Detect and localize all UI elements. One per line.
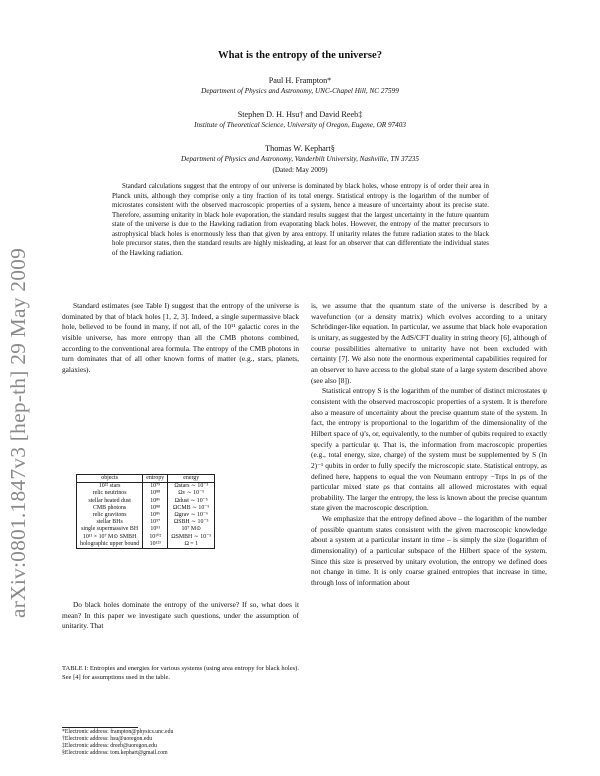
table-row xyxy=(77,505,215,512)
table-cell: 10⁷ M⊙ xyxy=(168,526,215,533)
abstract: Standard calculations suggest that the entropy of our universe is dominated by black holes, whose entropy is of order their area in Planck units, although they comprise only a tiny fraction of its total energy. Statistical entropy is the logarithm of the number of microstates consistent with the observed macroscopic properties of a system, hence a measure of uncertainty about its precise state. Therefore, assuming unitarity in black hole evaporation, the standard results suggest that the largest uncertainty in the future quantum state of the universe is due to the Hawking radiation from evaporating black holes. However, the entropy of the matter precursors to astrophysical black holes is enormously less than that given by area entropy. If unitarity relates the future radiation states to the black hole precursor states, then the standard results are highly misleading, at least for an observer that can differentiate the individual states of the Hawking radiation. xyxy=(112,183,489,257)
table-cell: ΩSMBH ∼ 10⁻⁵ xyxy=(168,534,215,541)
date-line: (Dated: May 2009) xyxy=(272,166,328,174)
emphasis-paragraph: We emphasize that the entropy defined above – the logarithm of the number of possible quantum states consistent with the given macroscopic knowledge about a system at a particular instant in time – is simply the size (logarithm of dimensionality) of a particular subspace of the Hilbert space of the system. Since this size is preserved by unitary evolution, the entropy we defined does not change in time. It is only coarse grained entropies that increase in time, through loss of information about xyxy=(311,514,547,588)
table-row xyxy=(77,526,215,533)
paper-title: What is the entropy of the universe? xyxy=(217,50,382,61)
intro-paragraph: Standard estimates (see Table I) suggest that the entropy of the universe is dominated by that of black holes [1, 2, 3]. Indeed, a single supermassive black hole, believed to be found in many, if not all, of the 10¹¹ galactic cores in the visible universe, has more entropy than all the CMB photons combined, according to the conventional area formula. The entropy of the CMB photons in turn dominates that of all other known forms of matter (e.g., stars, planets, galaxies). xyxy=(62,301,299,374)
right-column xyxy=(311,301,547,589)
table-cell: Ω = 1 xyxy=(168,541,215,549)
table-cell: 10⁸⁶ xyxy=(143,498,168,505)
table-row xyxy=(77,483,215,491)
table-cell: 10⁷⁹ xyxy=(143,483,168,491)
author-hsu-reeb: Stephen D. H. Hsu† and David Reeb‡ xyxy=(237,110,363,119)
table-row xyxy=(77,519,215,526)
author-kephart: Thomas W. Kephart§ xyxy=(265,144,335,153)
affiliation-unc: Department of Physics and Astronomy, UNC-Chapel Hill, NC 27599 xyxy=(201,87,399,95)
table-cell: Ωstars ∼ 10⁻³ xyxy=(168,483,215,491)
table-row xyxy=(77,512,215,519)
question-paragraph: Do black holes dominate the entropy of the universe? If so, what does it mean? In this paper we investigate such questions, under the assumption of unitarity. That xyxy=(62,600,299,631)
table-row xyxy=(77,541,215,549)
table-cell: holographic upper bound xyxy=(77,541,143,549)
table-caption: TABLE I: Entropies and energies for various systems (using area entropy for black holes). See [4] for assumptions used in the table. xyxy=(62,665,299,682)
footnote-hsu: †Electronic address: hsu@uoregon.edu xyxy=(62,736,153,742)
footnote-divider xyxy=(62,727,138,728)
table-row xyxy=(77,498,215,505)
statistical-entropy-paragraph: Statistical entropy S is the logarithm of the number of distinct microstates ψ consistent with the observed macroscopic properties of a system. It is therefore also a measure of uncertainty about the precise quantum state of the system. In fact, the entropy is proportional to the logarithm of the dimensionality of the Hilbert space of ψ's, or, equivalently, to the number of qubits required to exactly specify a particular ψ. That is, the information from macroscopic properties (e.g., total energy, size, charge) of the system must be supplemented by S (ln 2)⁻¹ qubits in order to fully specify the microscopic state. Statistical entropy, as defined here, happens to equal the von Neumann entropy −Trρs ln ρs of the particular mixed state ρs that contains all allowed microstates with equal probability. The larger the entropy, the less is known about the precise quantum state given the macroscopic description. xyxy=(311,386,547,513)
footnote-frampton: *Electronic address: frampton@physics.unc.edu xyxy=(62,729,174,735)
table-row xyxy=(77,490,215,497)
author-frampton: Paul H. Frampton* xyxy=(268,76,332,85)
table-row xyxy=(77,534,215,541)
table-header-objects: objects xyxy=(77,475,143,483)
footnote-reeb: ‡Electronic address: dreeb@uoregon.edu xyxy=(62,743,157,749)
table-cell: 10¹⁰² xyxy=(143,534,168,541)
table-cell: 10¹²³ xyxy=(143,541,168,549)
table-cell: Ων ∼ 10⁻⁵ xyxy=(168,490,215,497)
affiliation-oregon: Institute of Theoretical Science, University of Oregon, Eugene, OR 97403 xyxy=(194,121,406,129)
table-header-energy: energy xyxy=(168,475,215,483)
table-cell: ΩCMB ∼ 10⁻⁵ xyxy=(168,505,215,512)
table-cell: stellar BHs xyxy=(77,519,143,526)
table-cell: CMB photons xyxy=(77,505,143,512)
table-cell: 10¹¹ × 10⁷ M⊙ SMBH xyxy=(77,534,143,541)
table-cell: single supermassive BH xyxy=(77,526,143,533)
unitarity-paragraph: is, we assume that the quantum state of the universe is described by a wavefunction (or a density matrix) which evolves according to a unitary Schrödinger-like equation. In particular, we assume that black hole evaporation is unitary, as suggested by the AdS/CFT duality in string theory [6], although of course possibilities alternative to unitarity have not been excluded with certainty [7]. We also note the enormous experimental capabilities required for an observer to have access to the global state of a large system described above (see also [8]). xyxy=(311,301,547,385)
table-cell: 10⁹⁷ xyxy=(143,519,168,526)
table-cell: relic gravitons xyxy=(77,512,143,519)
affiliation-vanderbilt: Department of Physics and Astronomy, Vanderbilt University, Nashville, TN 37235 xyxy=(181,155,419,163)
table-cell: 10²² stars xyxy=(77,483,143,491)
table-cell: 10⁹¹ xyxy=(143,526,168,533)
table-cell: Ωgrav ∼ 10⁻⁶ xyxy=(168,512,215,519)
table-cell: ΩSBH ∼ 10⁻⁵ xyxy=(168,519,215,526)
table-header-entropy: entropy xyxy=(143,475,168,483)
table-cell: relic neutrinos xyxy=(77,490,143,497)
table-cell: 10⁸⁶ xyxy=(143,512,168,519)
table-cell: 10⁸⁸ xyxy=(143,490,168,497)
left-column-bottom xyxy=(62,600,299,632)
table-cell: Ωdust ∼ 10⁻⁵ xyxy=(168,498,215,505)
entropy-table xyxy=(76,474,215,549)
footnote-kephart: §Electronic address: tom.kephart@gmail.com xyxy=(62,750,168,756)
table-cell: stellar heated dust xyxy=(77,498,143,505)
left-column-top xyxy=(62,301,299,376)
arxiv-stamp: arXiv:0801.1847v3 [hep-th] 29 May 2009 xyxy=(6,247,30,618)
table-cell: 10⁸⁸ xyxy=(143,505,168,512)
